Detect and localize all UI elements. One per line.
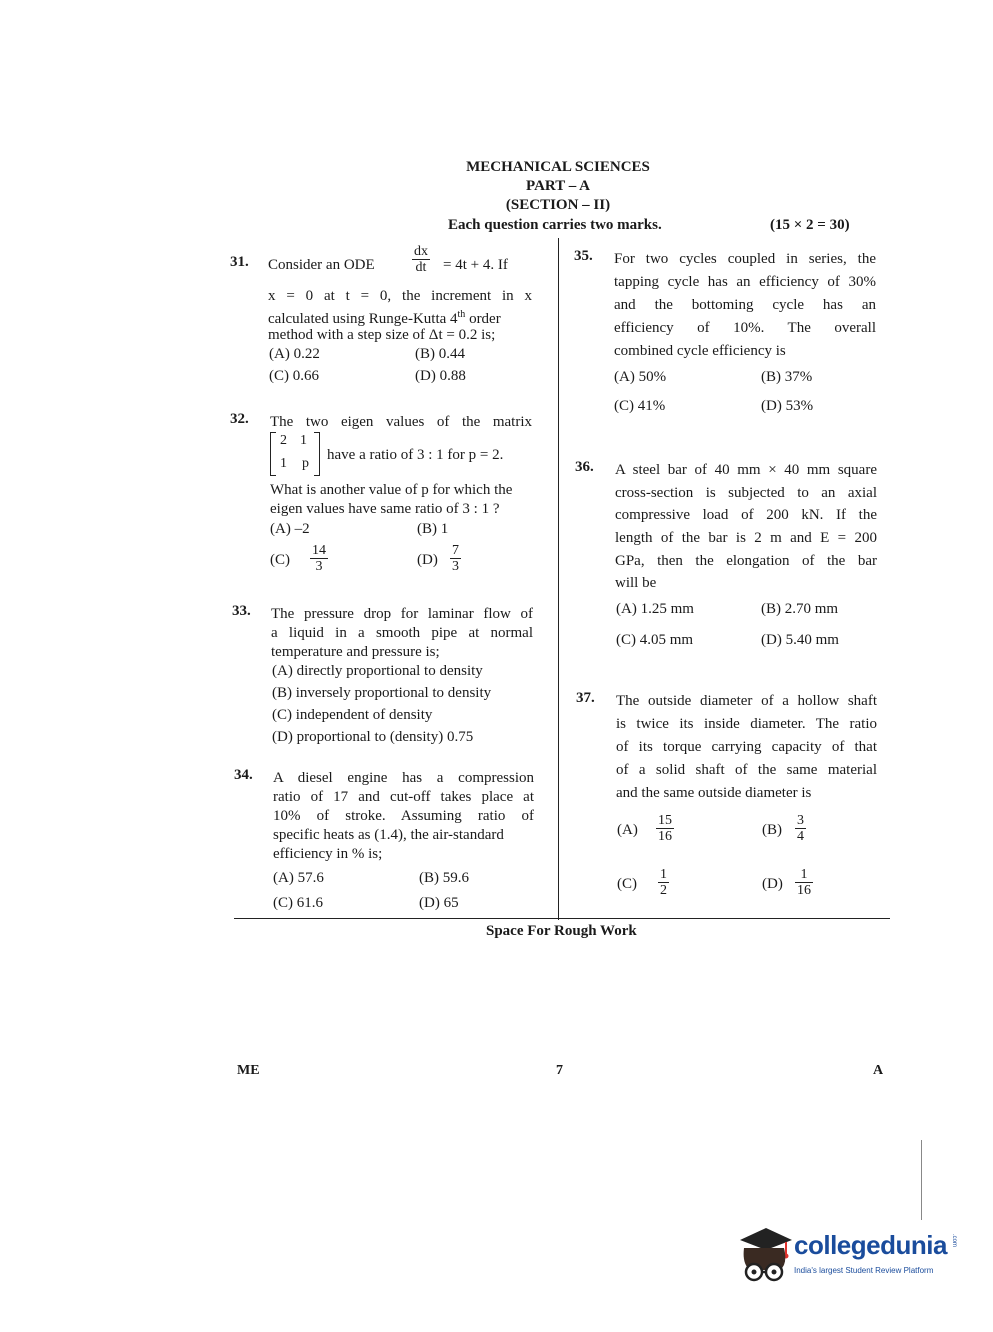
option-b: (B)	[762, 822, 782, 838]
question-text: and the same outside diameter is	[616, 785, 812, 801]
question-text: 10% of stroke. Assuming ratio of	[273, 808, 534, 824]
frac-den: dt	[415, 260, 427, 275]
matrix	[270, 432, 320, 476]
frac-den: 2	[660, 883, 667, 898]
frac-num: 15	[658, 813, 672, 828]
question-number: 35.	[574, 248, 593, 264]
footer-series: A	[873, 1063, 884, 1078]
option-d-fraction	[795, 867, 813, 898]
text-part: order	[465, 311, 501, 327]
question-text: The outside diameter of a hollow shaft	[616, 693, 877, 709]
option-c-fraction	[310, 543, 328, 574]
frac-num: 1	[660, 867, 667, 882]
option-b: (B) 1	[417, 521, 449, 537]
logo-tagline: India's largest Student Review Platform	[794, 1266, 934, 1275]
option-c: (C) 0.66	[269, 368, 319, 384]
superscript: th	[457, 309, 466, 320]
option-d-fraction	[450, 543, 461, 574]
option-c: (C) independent of density	[272, 707, 433, 723]
question-number: 31.	[230, 254, 249, 270]
frac-num: dx	[414, 244, 428, 259]
question-text: cross-section is subjected to an axial	[615, 485, 877, 501]
question-text: will be	[615, 575, 657, 591]
question-text: temperature and pressure is;	[271, 644, 440, 660]
frac-num: 14	[312, 543, 326, 558]
option-b-fraction	[795, 813, 806, 844]
frac-den: 3	[452, 559, 459, 574]
rough-work-label: Space For Rough Work	[486, 923, 637, 939]
option-c: (C)	[617, 876, 637, 892]
question-text: compressive load of 200 kN. If the	[615, 507, 877, 523]
question-number: 33.	[232, 603, 251, 619]
question-text: eigen values have same ratio of 3 : 1 ?	[270, 501, 500, 517]
page-number: 7	[556, 1063, 563, 1078]
option-a-fraction	[656, 813, 674, 844]
option-b: (B) 2.70 mm	[761, 601, 839, 617]
question-number: 32.	[230, 411, 249, 427]
question-text: ratio of 17 and cut-off takes place at	[273, 789, 534, 805]
option-d: (D) 65	[419, 895, 459, 911]
matrix-cell: 2	[280, 433, 287, 448]
matrix-cell: p	[302, 456, 309, 471]
total-marks: (15 × 2 = 30)	[770, 217, 850, 233]
question-text: The pressure drop for laminar flow of	[271, 606, 533, 622]
question-text: efficiency in % is;	[273, 846, 383, 862]
question-text: length of the bar is 2 m and E = 200	[615, 530, 877, 546]
bottom-rule	[234, 918, 890, 919]
question-text: = 4t + 4. If	[443, 257, 508, 273]
option-a: (A) –2	[270, 521, 310, 537]
question-text: What is another value of p for which the	[270, 482, 513, 498]
option-c: (C)	[270, 552, 290, 568]
question-text: The two eigen values of the matrix	[270, 414, 532, 430]
question-number: 34.	[234, 767, 253, 783]
option-b: (B) 0.44	[415, 346, 465, 362]
section-subject: MECHANICAL SCIENCES	[466, 159, 650, 175]
question-text: tapping cycle has an efficiency of 30%	[614, 274, 876, 290]
scan-edge-line	[921, 1140, 922, 1220]
question-text: method with a step size of Δt = 0.2 is;	[268, 327, 496, 343]
question-text: A steel bar of 40 mm × 40 mm square	[615, 462, 877, 478]
question-text: Consider an ODE	[268, 257, 375, 273]
frac-den: 16	[797, 883, 811, 898]
option-d: (D) 5.40 mm	[761, 632, 839, 648]
marks-instruction: Each question carries two marks.	[448, 217, 662, 233]
option-a: (A) 50%	[614, 369, 667, 385]
option-c: (C) 61.6	[273, 895, 323, 911]
logo-tld: .com	[951, 1234, 957, 1248]
frac-num: 7	[452, 543, 459, 558]
question-text: efficiency of 10%. The overall	[614, 320, 876, 336]
question-number: 37.	[576, 690, 595, 706]
question-text: x = 0 at t = 0, the increment in x	[268, 288, 532, 304]
frac-den: 4	[797, 829, 804, 844]
option-d: (D) proportional to (density) 0.75	[272, 729, 474, 745]
matrix-cell: 1	[300, 433, 307, 448]
section-part: PART – A	[526, 178, 590, 194]
question-text: of its torque carrying capacity of that	[616, 739, 877, 755]
option-d: (D)	[417, 552, 438, 568]
option-d: (D) 53%	[761, 398, 814, 414]
question-text: is twice its inside diameter. The ratio	[616, 716, 877, 732]
option-a: (A) directly proportional to density	[272, 663, 483, 679]
frac-den: 3	[315, 559, 323, 574]
text-part: calculated using Runge-Kutta 4	[268, 311, 458, 327]
question-text: of a solid shaft of the same material	[616, 762, 877, 778]
option-a: (A) 1.25 mm	[616, 601, 694, 617]
frac-num: 3	[797, 813, 804, 828]
frac-den: 16	[658, 829, 672, 844]
option-a: (A) 57.6	[273, 870, 324, 886]
matrix-bracket-left	[270, 432, 276, 476]
question-text: GPa, then the elongation of the bar	[615, 553, 877, 569]
question-text: have a ratio of 3 : 1 for p = 2.	[327, 447, 504, 463]
option-c-fraction	[658, 867, 669, 898]
option-b: (B) inversely proportional to density	[272, 685, 492, 701]
question-text: specific heats as (1.4), the air-standard	[273, 827, 504, 843]
section-number: (SECTION – II)	[505, 197, 611, 213]
question-number: 36.	[575, 459, 594, 475]
option-d: (D)	[762, 876, 783, 892]
option-c: (C) 4.05 mm	[616, 632, 694, 648]
question-text: and the bottoming cycle has an	[614, 297, 876, 313]
option-c: (C) 41%	[614, 398, 666, 414]
ode-fraction	[412, 244, 430, 275]
question-text: A diesel engine has a compression	[273, 770, 534, 786]
option-b: (B) 59.6	[419, 870, 469, 886]
footer-code: ME	[237, 1063, 260, 1078]
question-text: combined cycle efficiency is	[614, 343, 786, 359]
logo-wordmark: collegedunia	[794, 1230, 947, 1260]
column-divider	[558, 238, 559, 920]
matrix-cell: 1	[280, 456, 287, 471]
question-text: For two cycles coupled in series, the	[614, 251, 876, 267]
frac-num: 1	[795, 867, 813, 883]
question-text: a liquid in a smooth pipe at normal	[271, 625, 533, 641]
student-mascot-icon	[736, 1226, 794, 1286]
option-b: (B) 37%	[761, 369, 813, 385]
option-d: (D) 0.88	[415, 368, 466, 384]
matrix-bracket-right	[314, 432, 320, 476]
option-a: (A)	[617, 822, 638, 838]
option-a: (A) 0.22	[269, 346, 320, 362]
collegedunia-logo	[736, 1226, 966, 1290]
